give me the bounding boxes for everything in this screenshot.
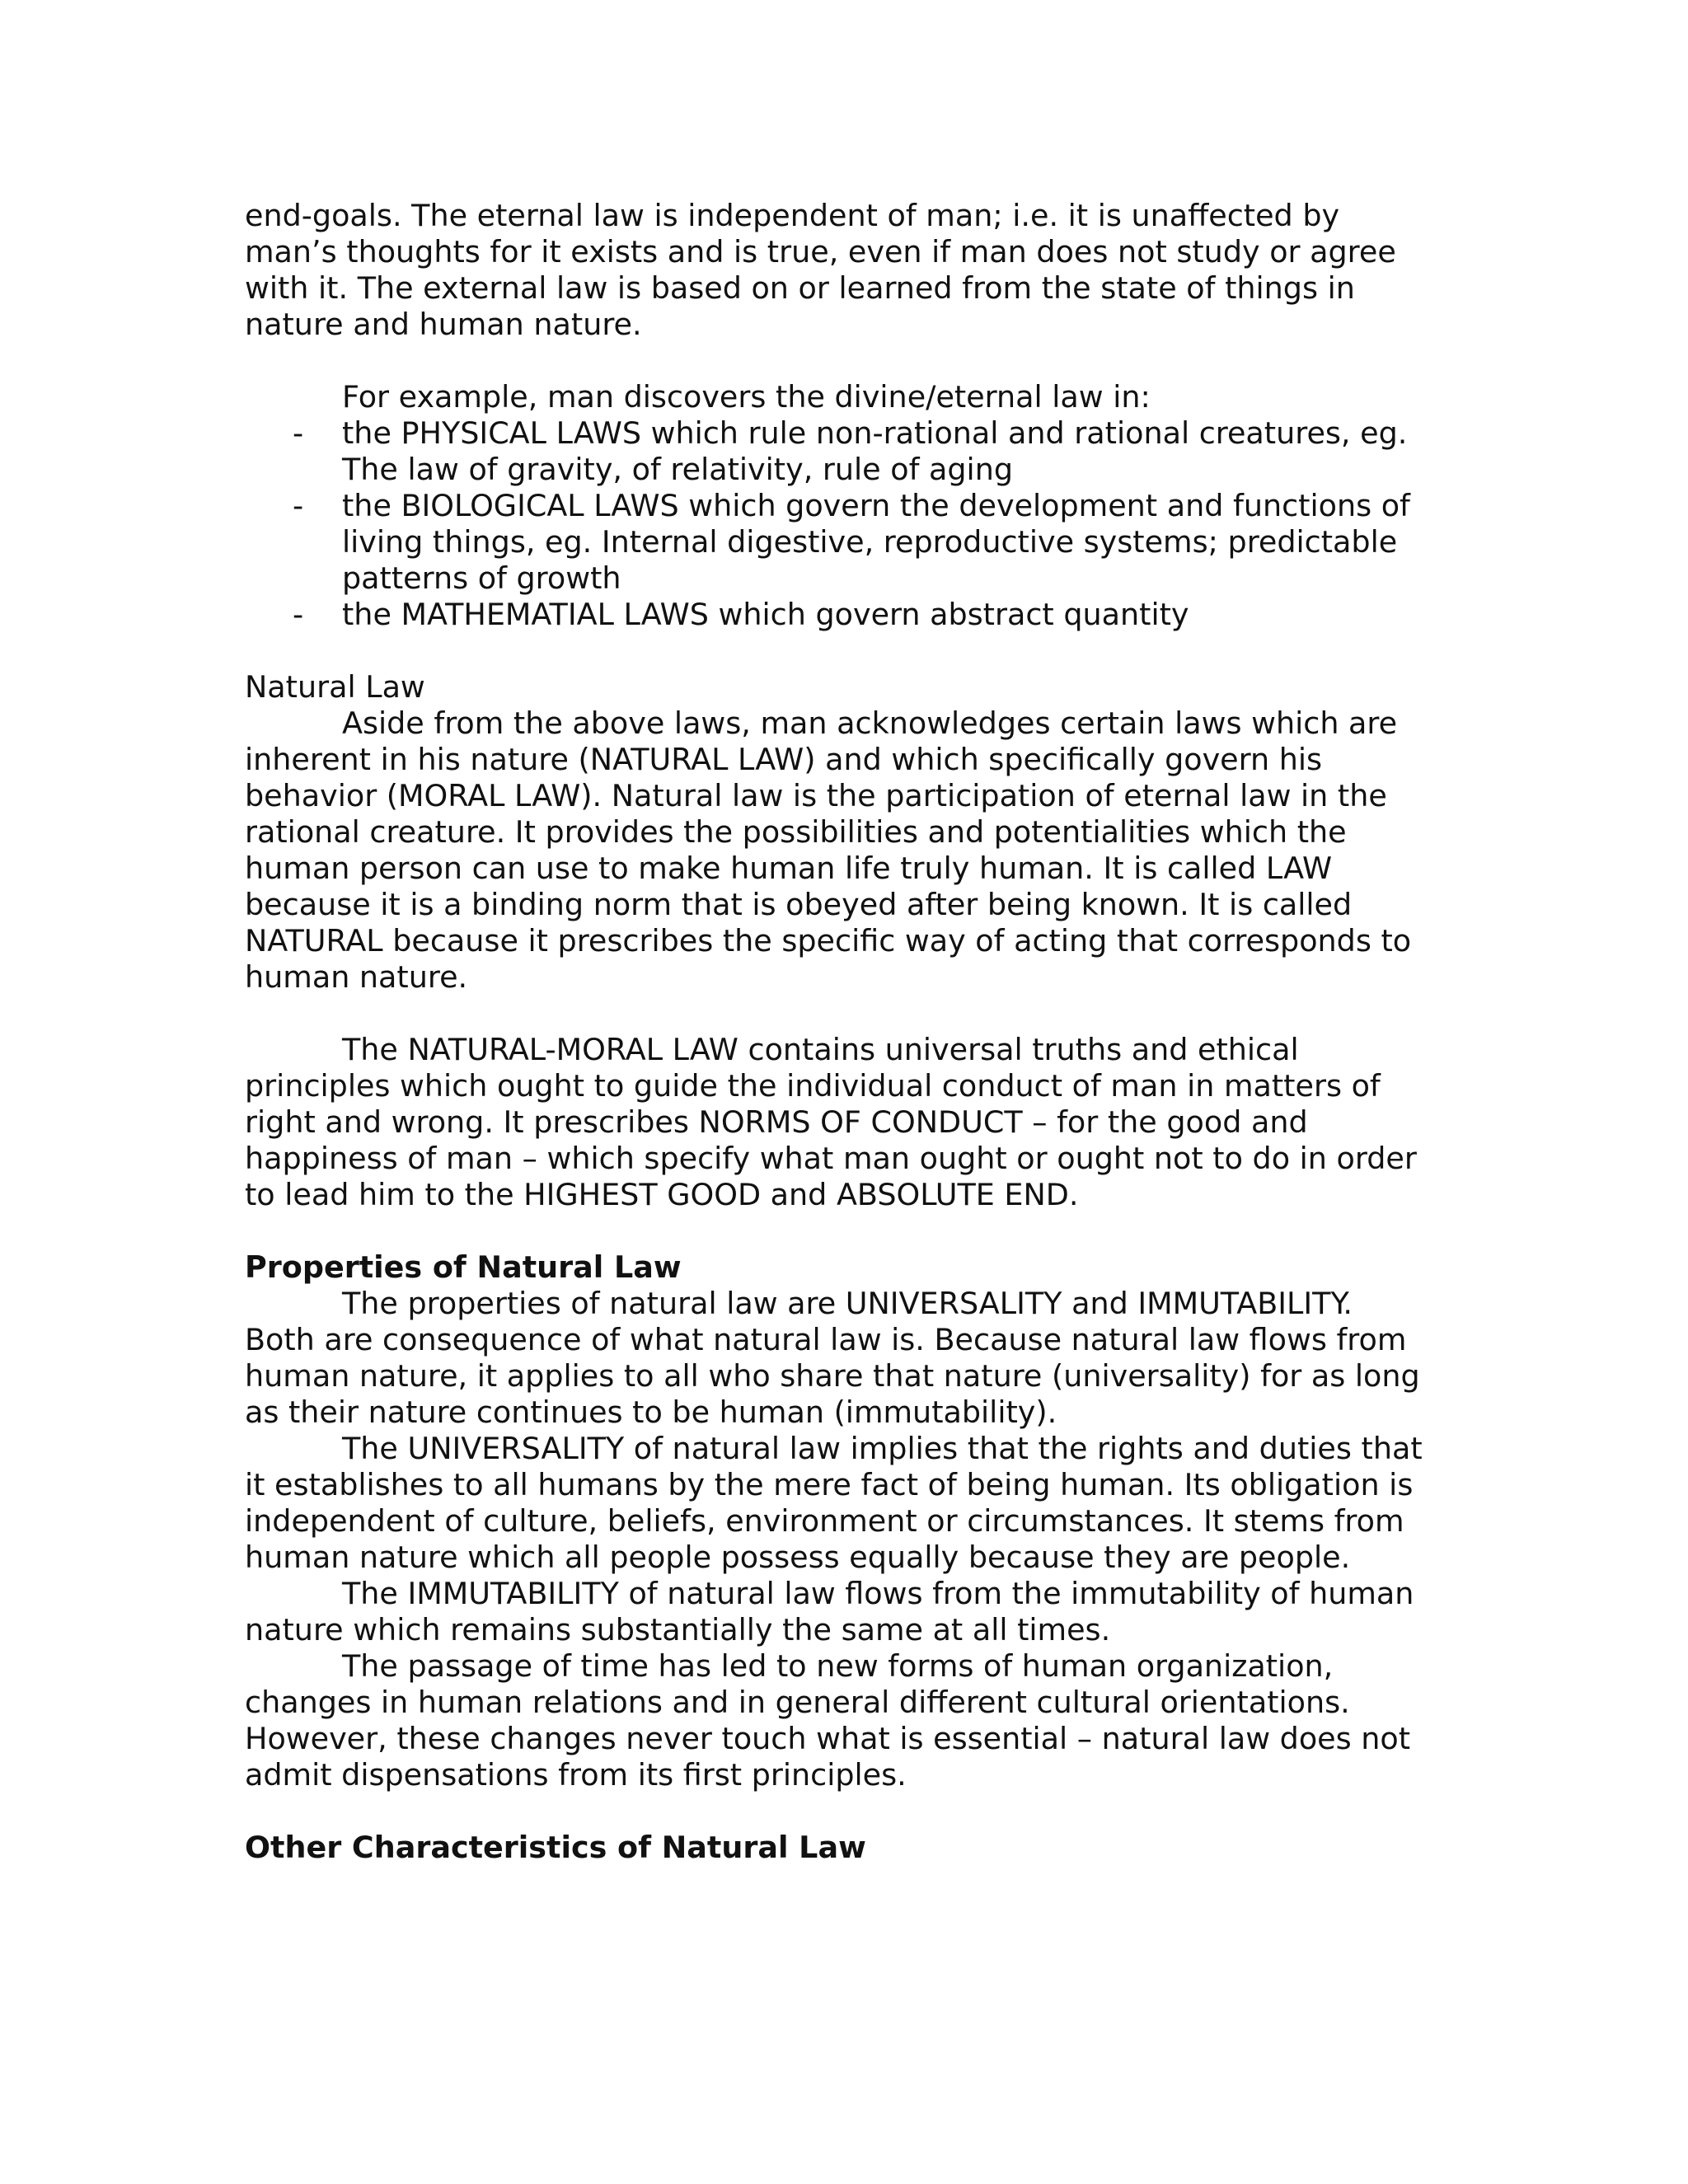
natural-law-paragraph: Aside from the above laws, man acknowledges certain laws which are inherent in his nature (NATURAL LAW) and which specifically govern his behavior (MORAL LAW). Natural law is the participation of eternal law in the rational creature. It provides the possibilities and potentialities which the human person can use to make human life truly human. It is called LAW because it is a binding norm that is obeyed after being known. It is called NATURAL because it prescribes the specific way of acting that corresponds to human nature. bbox=[245, 705, 1412, 995]
list-item bbox=[245, 597, 1432, 633]
bullet-dash: - bbox=[293, 597, 304, 632]
spacer bbox=[245, 996, 1432, 1032]
spacer bbox=[245, 633, 1432, 669]
properties-paragraph: The properties of natural law are UNIVERSALITY and IMMUTABILITY. Both are consequence of what natural law is. Because natural law flows from human nature, it applies to all who share that nature (universality) for as long as their nature continues to be human (immutability). bbox=[245, 1286, 1420, 1430]
list-item-text: the BIOLOGICAL LAWS which govern the development and functions of living things, eg. Internal digestive, reproductive systems; predictable patterns of growth bbox=[342, 488, 1410, 596]
natural-moral-law-paragraph: The NATURAL-MORAL LAW contains universal truths and ethical principles which ought to guide the individual conduct of man in matters of right and wrong. It prescribes NORMS OF CONDUCT – for the good and happiness of man – which specify what man ought or ought not to do in order to lead him to the HIGHEST GOOD and ABSOLUTE END. bbox=[245, 1032, 1417, 1212]
list-item bbox=[245, 415, 1432, 488]
bullet-dash: - bbox=[293, 488, 304, 523]
example-list bbox=[245, 415, 1432, 633]
spacer bbox=[245, 343, 1432, 379]
properties-heading: Properties of Natural Law bbox=[245, 1249, 682, 1285]
opening-paragraph: end-goals. The eternal law is independent of man; i.e. it is unaffected by man’s thoughts for it exists and is true, even if man does not study or agree with it. The external law is based on or learned from the state of things in nature and human nature. bbox=[245, 198, 1396, 342]
spacer bbox=[245, 1213, 1432, 1249]
document-page bbox=[245, 198, 1432, 1866]
immutability-paragraph: The IMMUTABILITY of natural law flows from the immutability of human nature which remains substantially the same at all times. bbox=[245, 1576, 1414, 1647]
other-characteristics-heading: Other Characteristics of Natural Law bbox=[245, 1830, 866, 1865]
example-intro: For example, man discovers the divine/eternal law in: bbox=[342, 379, 1151, 415]
passage-of-time-paragraph: The passage of time has led to new forms of human organization, changes in human relations and in general different cultural orientations. However, these changes never touch what is essential – natural law does not admit dispensations from its first principles. bbox=[245, 1648, 1411, 1793]
universality-paragraph: The UNIVERSALITY of natural law implies that the rights and duties that it establishes to all humans by the mere fact of being human. Its obligation is independent of culture, beliefs, environment or circumstances. It stems from human nature which all people possess equally because they are people. bbox=[245, 1431, 1423, 1575]
spacer bbox=[245, 1793, 1432, 1830]
list-item-text: the PHYSICAL LAWS which rule non-rational and rational creatures, eg. The law of gravity, of relativity, rule of aging bbox=[342, 415, 1408, 487]
list-item-text: the MATHEMATIAL LAWS which govern abstract quantity bbox=[342, 597, 1189, 632]
bullet-dash: - bbox=[293, 415, 304, 451]
natural-law-heading: Natural Law bbox=[245, 669, 425, 705]
list-item bbox=[245, 488, 1432, 597]
